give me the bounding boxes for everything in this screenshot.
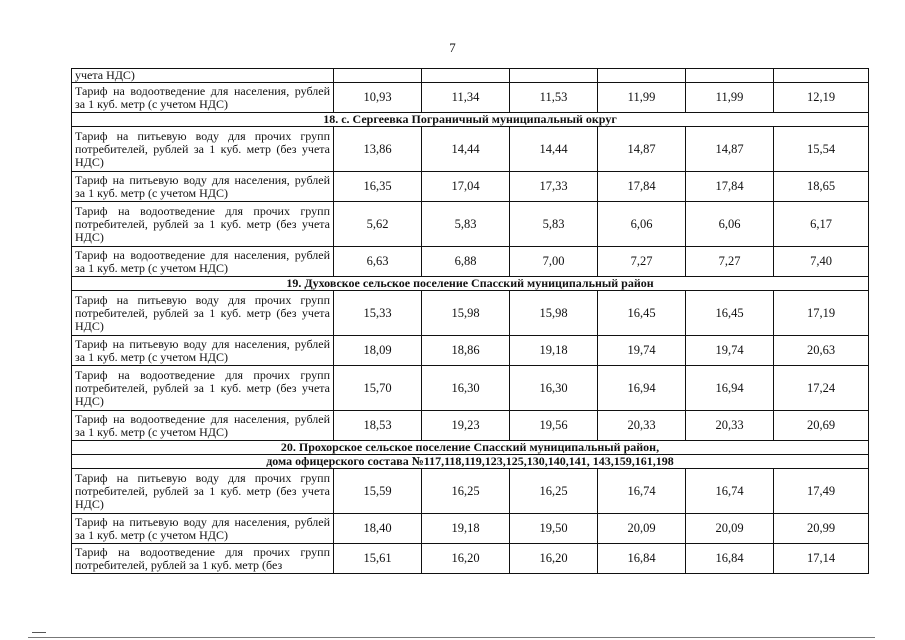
tariff-value xyxy=(598,69,686,83)
tariff-value: 15,61 xyxy=(334,544,422,574)
tariff-value: 11,53 xyxy=(510,83,598,113)
tariff-label: Тариф на водоотведение для прочих групп потребителей, рублей за 1 куб. метр (без учета НДС) xyxy=(72,366,334,411)
tariff-value: 15,98 xyxy=(422,291,510,336)
tariff-value: 17,33 xyxy=(510,172,598,202)
section-header: 19. Духовское сельское поселение Спасский муниципальный район xyxy=(72,277,869,291)
tariff-value: 10,93 xyxy=(334,83,422,113)
tariff-value: 20,69 xyxy=(774,411,869,441)
tariff-label: Тариф на водоотведение для прочих групп потребителей, рублей за 1 куб. метр (без учета НДС) xyxy=(72,202,334,247)
tariff-label: Тариф на питьевую воду для прочих групп потребителей, рублей за 1 куб. метр (без учета НДС) xyxy=(72,469,334,514)
tariff-value: 18,40 xyxy=(334,514,422,544)
tariff-label: Тариф на водоотведение для прочих групп потребителей, рублей за 1 куб. метр (без xyxy=(72,544,334,574)
tariff-value: 19,74 xyxy=(686,336,774,366)
tariff-value: 18,09 xyxy=(334,336,422,366)
tariff-value: 16,30 xyxy=(422,366,510,411)
tariff-value: 16,84 xyxy=(686,544,774,574)
tariff-value: 16,84 xyxy=(598,544,686,574)
tariff-value xyxy=(774,69,869,83)
table-row xyxy=(72,469,869,514)
tariff-value: 14,87 xyxy=(598,127,686,172)
tariff-value: 7,40 xyxy=(774,247,869,277)
tariff-value: 16,25 xyxy=(510,469,598,514)
tariff-table xyxy=(71,68,869,574)
tariff-value: 16,20 xyxy=(510,544,598,574)
tariff-value: 15,70 xyxy=(334,366,422,411)
tariff-value: 7,27 xyxy=(598,247,686,277)
tariff-value: 11,34 xyxy=(422,83,510,113)
tariff-value: 14,87 xyxy=(686,127,774,172)
tariff-value: 16,74 xyxy=(598,469,686,514)
tariff-value: 20,33 xyxy=(686,411,774,441)
tariff-value: 15,54 xyxy=(774,127,869,172)
tariff-label: учета НДС) xyxy=(72,69,334,83)
table-row xyxy=(72,336,869,366)
tariff-value: 5,83 xyxy=(510,202,598,247)
table-row xyxy=(72,69,869,83)
tariff-value xyxy=(686,69,774,83)
tariff-value: 17,49 xyxy=(774,469,869,514)
tariff-value: 6,06 xyxy=(686,202,774,247)
tariff-label: Тариф на водоотведение для населения, рублей за 1 куб. метр (с учетом НДС) xyxy=(72,247,334,277)
section-header: 20. Прохорское сельское поселение Спасский муниципальный район, xyxy=(72,441,869,455)
tariff-value: 16,45 xyxy=(598,291,686,336)
tariff-value: 19,50 xyxy=(510,514,598,544)
tariff-value: 17,14 xyxy=(774,544,869,574)
tariff-value: 14,44 xyxy=(422,127,510,172)
table-row xyxy=(72,411,869,441)
tariff-value: 15,98 xyxy=(510,291,598,336)
tariff-value: 5,62 xyxy=(334,202,422,247)
tariff-value: 16,74 xyxy=(686,469,774,514)
tariff-table-body xyxy=(72,69,869,574)
tariff-value: 13,86 xyxy=(334,127,422,172)
tariff-value: 6,06 xyxy=(598,202,686,247)
tariff-label: Тариф на водоотведение для населения, рублей за 1 куб. метр (с учетом НДС) xyxy=(72,411,334,441)
page-bottom-border xyxy=(28,637,875,638)
tariff-value: 16,30 xyxy=(510,366,598,411)
tariff-value: 17,84 xyxy=(598,172,686,202)
tariff-value: 15,59 xyxy=(334,469,422,514)
tariff-label: Тариф на питьевую воду для прочих групп потребителей, рублей за 1 куб. метр (без учета НДС) xyxy=(72,127,334,172)
tariff-value: 15,33 xyxy=(334,291,422,336)
tariff-value: 19,18 xyxy=(510,336,598,366)
table-row xyxy=(72,247,869,277)
tariff-label: Тариф на питьевую воду для населения, рублей за 1 куб. метр (с учетом НДС) xyxy=(72,514,334,544)
tariff-value: 7,27 xyxy=(686,247,774,277)
tariff-value: 18,86 xyxy=(422,336,510,366)
tariff-value: 20,09 xyxy=(598,514,686,544)
tariff-value: 12,19 xyxy=(774,83,869,113)
tariff-value: 20,33 xyxy=(598,411,686,441)
tariff-value: 6,88 xyxy=(422,247,510,277)
tariff-value: 20,09 xyxy=(686,514,774,544)
tariff-value: 16,94 xyxy=(686,366,774,411)
tariff-value: 19,18 xyxy=(422,514,510,544)
tariff-label: Тариф на питьевую воду для населения, рублей за 1 куб. метр (с учетом НДС) xyxy=(72,336,334,366)
tariff-value: 19,56 xyxy=(510,411,598,441)
tariff-value xyxy=(510,69,598,83)
tariff-value: 19,23 xyxy=(422,411,510,441)
table-row xyxy=(72,544,869,574)
tariff-value: 5,83 xyxy=(422,202,510,247)
tariff-value: 14,44 xyxy=(510,127,598,172)
tariff-value xyxy=(334,69,422,83)
table-row xyxy=(72,83,869,113)
page-number: 7 xyxy=(449,40,456,55)
table-row xyxy=(72,127,869,172)
page-edge-mark xyxy=(32,632,46,633)
tariff-value: 20,63 xyxy=(774,336,869,366)
tariff-value: 16,35 xyxy=(334,172,422,202)
tariff-value: 6,63 xyxy=(334,247,422,277)
table-row xyxy=(72,202,869,247)
tariff-value: 17,84 xyxy=(686,172,774,202)
tariff-label: Тариф на водоотведение для населения, рублей за 1 куб. метр (с учетом НДС) xyxy=(72,83,334,113)
table-row xyxy=(72,172,869,202)
table-row xyxy=(72,514,869,544)
tariff-value: 18,65 xyxy=(774,172,869,202)
tariff-value: 6,17 xyxy=(774,202,869,247)
tariff-label: Тариф на питьевую воду для населения, рублей за 1 куб. метр (с учетом НДС) xyxy=(72,172,334,202)
section-header: дома офицерского состава №117,118,119,123,125,130,140,141, 143,159,161,198 xyxy=(72,455,869,469)
tariff-value: 17,04 xyxy=(422,172,510,202)
section-header-row xyxy=(72,277,869,291)
tariff-value: 7,00 xyxy=(510,247,598,277)
tariff-value: 17,19 xyxy=(774,291,869,336)
tariff-value: 16,94 xyxy=(598,366,686,411)
tariff-value: 16,25 xyxy=(422,469,510,514)
tariff-label: Тариф на питьевую воду для прочих групп потребителей, рублей за 1 куб. метр (без учета НДС) xyxy=(72,291,334,336)
tariff-value: 16,45 xyxy=(686,291,774,336)
section-header-row xyxy=(72,113,869,127)
tariff-value: 11,99 xyxy=(686,83,774,113)
section-header-row xyxy=(72,441,869,455)
tariff-value: 18,53 xyxy=(334,411,422,441)
tariff-value: 11,99 xyxy=(598,83,686,113)
tariff-value: 20,99 xyxy=(774,514,869,544)
table-row xyxy=(72,291,869,336)
tariff-value xyxy=(422,69,510,83)
tariff-value: 17,24 xyxy=(774,366,869,411)
tariff-value: 16,20 xyxy=(422,544,510,574)
tariff-value: 19,74 xyxy=(598,336,686,366)
table-row xyxy=(72,366,869,411)
section-header-row xyxy=(72,455,869,469)
section-header: 18. с. Сергеевка Пограничный муниципальный округ xyxy=(72,113,869,127)
